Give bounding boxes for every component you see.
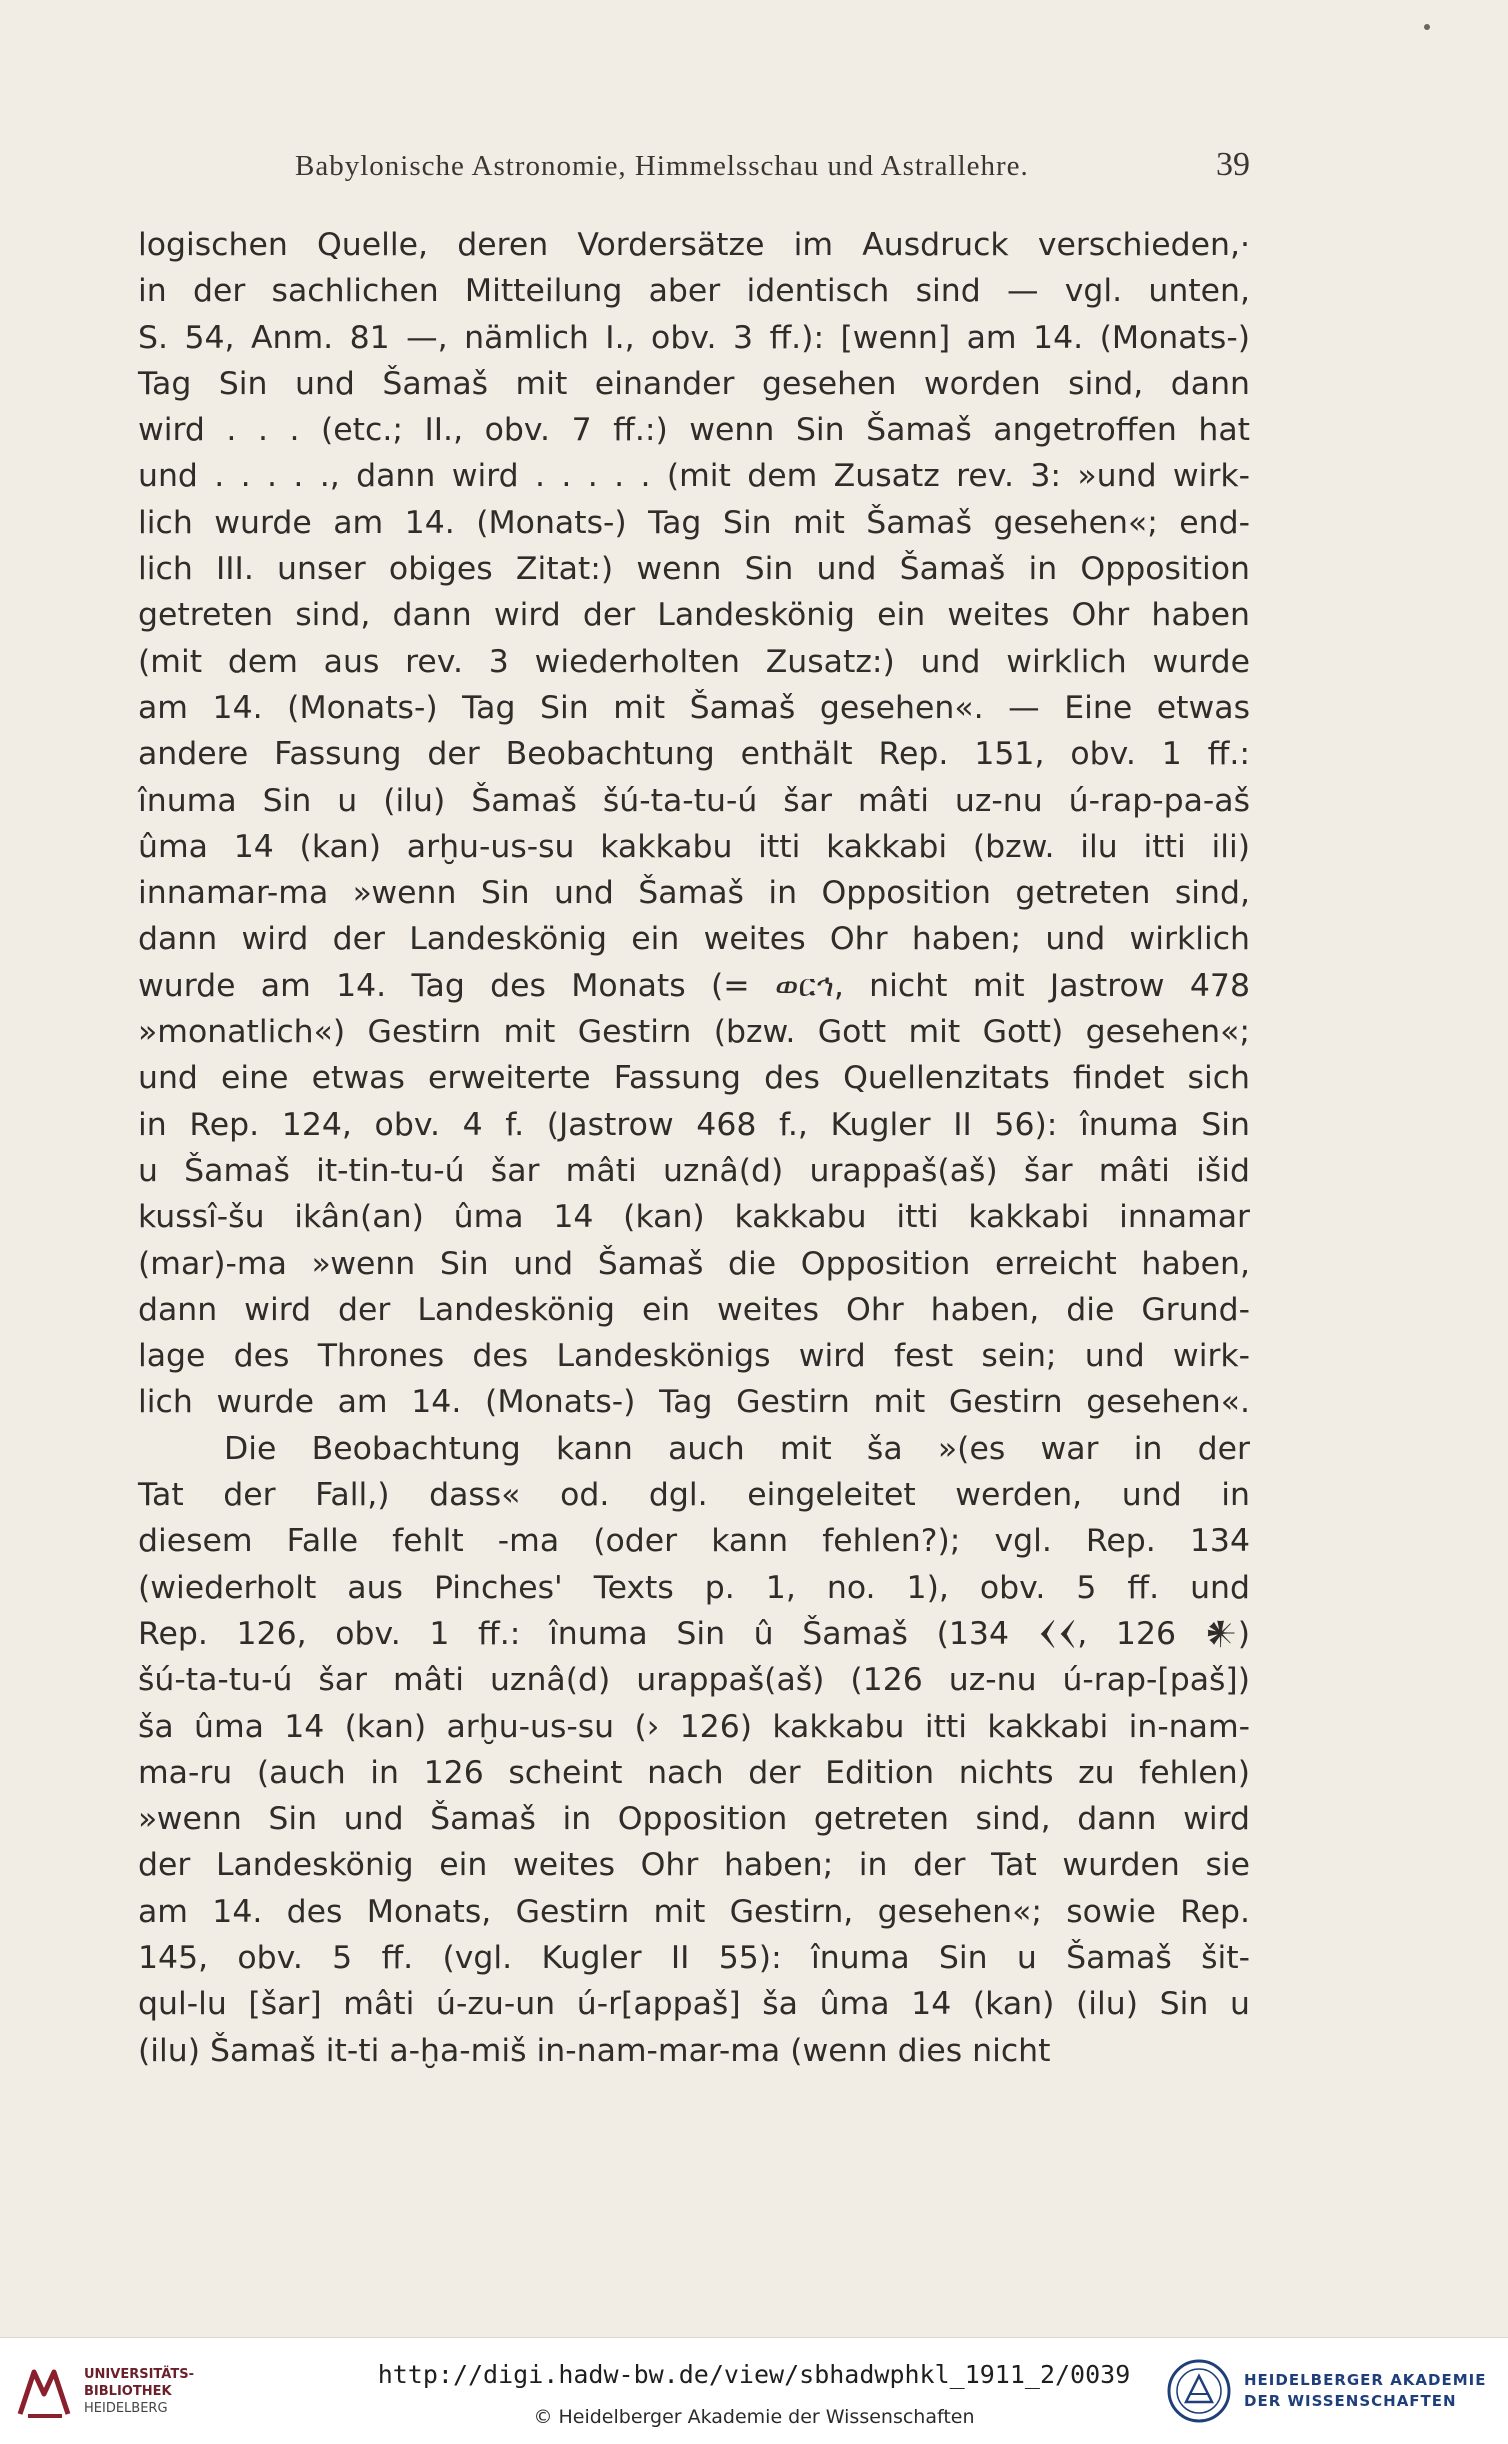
text-line: Die Beobachtung kann auch mit ša »(es war in der xyxy=(224,1430,1250,1467)
text-line: dann wird der Landeskönig ein weites Ohr haben; und wirklich xyxy=(138,921,1250,958)
text-line: wird . . . (etc.; II., obv. 7 ff.:) wenn Sin Šamaš angetroffen hat xyxy=(138,412,1250,449)
text-line: S. 54, Anm. 81 —, nämlich I., obv. 3 ff.): [wenn] am 14. (Monats-) xyxy=(138,319,1250,356)
text-line: in Rep. 124, obv. 4 f. (Jastrow 468 f., Kugler II 56): înuma Sin xyxy=(138,1106,1250,1143)
running-head-title: Babylonische Astronomie, Himmelsschau und Astrallehre. xyxy=(295,150,1029,182)
body-text xyxy=(138,222,1250,2074)
text-line: lich wurde am 14. (Monats-) Tag Sin mit Šamaš gesehen«; end- xyxy=(138,504,1250,541)
text-line: andere Fassung der Beobachtung enthält Rep. 151, obv. 1 ff.: xyxy=(138,736,1250,773)
page-number: 39 xyxy=(1216,146,1250,183)
text-line: qul-lu [šar] mâti ú-zu-un ú-r[appaš] ša ûma 14 (kan) (ilu) Sin u xyxy=(138,1986,1250,2023)
university-library-line-2: BIBLIOTHEK xyxy=(84,2384,172,2399)
text-line: innamar-ma »wenn Sin und Šamaš in Opposition getreten sind, xyxy=(138,875,1250,912)
text-line: înuma Sin u (ilu) Šamaš šú-ta-tu-ú šar mâti uz-nu ú-rap-pa-aš xyxy=(138,782,1250,819)
text-line: Tag Sin und Šamaš mit einander gesehen worden sind, dann xyxy=(138,365,1250,402)
text-line: kussî-šu ikân(an) ûma 14 (kan) kakkabu itti kakkabi innamar xyxy=(138,1199,1250,1236)
academy-seal-icon xyxy=(1166,2358,1232,2424)
text-line: »monatlich«) Gestirn mit Gestirn (bzw. Gott mit Gott) gesehen«; xyxy=(138,1014,1250,1051)
text-line: 145, obv. 5 ff. (vgl. Kugler II 55): înuma Sin u Šamaš šit- xyxy=(138,1939,1250,1976)
text-line: lich III. unser obiges Zitat:) wenn Sin und Šamaš in Opposition xyxy=(138,551,1250,588)
text-line: (mar)-ma »wenn Sin und Šamaš die Opposition erreicht haben, xyxy=(138,1245,1250,1282)
text-line: und . . . . ., dann wird . . . . . (mit dem Zusatz rev. 3: »und wirk- xyxy=(138,458,1250,495)
text-line: (ilu) Šamaš it-ti a-ḫa-miš in-nam-mar-ma (wenn dies nicht xyxy=(138,2032,1051,2069)
university-library-line-1: UNIVERSITÄTS- xyxy=(84,2367,194,2382)
text-line: »wenn Sin und Šamaš in Opposition getreten sind, dann wird xyxy=(138,1801,1250,1838)
footer-bar xyxy=(0,2337,1508,2444)
text-line: wurde am 14. Tag des Monats (= ወርኅ, nicht mit Jastrow 478 xyxy=(138,967,1250,1004)
text-line: šú-ta-tu-ú šar mâti uznâ(d) urappaš(aš) (126 uz-nu ú-rap-[paš]) xyxy=(138,1662,1250,1699)
text-line: der Landeskönig ein weites Ohr haben; in der Tat wurden sie xyxy=(138,1847,1250,1884)
academy-text xyxy=(1244,2370,1487,2412)
text-line: diesem Falle fehlt -ma (oder kann fehlen?); vgl. Rep. 134 xyxy=(138,1523,1250,1560)
running-head xyxy=(140,146,1250,194)
text-line: (mit dem aus rev. 3 wiederholten Zusatz:) und wirklich wurde xyxy=(138,643,1250,680)
text-line: getreten sind, dann wird der Landeskönig ein weites Ohr haben xyxy=(138,597,1250,634)
academy-line-1: HEIDELBERGER AKADEMIE xyxy=(1244,2371,1487,2389)
text-line: Rep. 126, obv. 1 ff.: înuma Sin û Šamaš (134 𒌋𒌋, 126 𒀭) xyxy=(138,1615,1250,1652)
text-line: logischen Quelle, deren Vordersätze im Ausdruck verschieden,· xyxy=(138,227,1250,263)
text-line: Tat der Fall,) dass« od. dgl. eingeleitet werden, und in xyxy=(138,1477,1250,1514)
copyright-notice: © Heidelberger Akademie der Wissenschaften xyxy=(533,2406,975,2428)
academy-line-2: DER WISSENSCHAFTEN xyxy=(1244,2392,1457,2410)
text-line: dann wird der Landeskönig ein weites Ohr haben, die Grund- xyxy=(138,1291,1250,1328)
text-line: und eine etwas erweiterte Fassung des Quellenzitats findet sich xyxy=(138,1060,1250,1097)
text-line: u Šamaš it-tin-tu-ú šar mâti uznâ(d) urappaš(aš) šar mâti išid xyxy=(138,1152,1250,1189)
text-line: in der sachlichen Mitteilung aber identisch sind — vgl. unten, xyxy=(138,273,1250,310)
permalink-url[interactable]: http://digi.hadw-bw.de/view/sbhadwphkl_1911_2/0039 xyxy=(377,2360,1131,2389)
speck xyxy=(1424,24,1430,30)
text-line: ša ûma 14 (kan) arḫu-us-su (› 126) kakkabu itti kakkabi in-nam- xyxy=(138,1708,1250,1745)
text-line: ma-ru (auch in 126 scheint nach der Edition nichts zu fehlen) xyxy=(138,1754,1250,1791)
text-line: am 14. des Monats, Gestirn mit Gestirn, gesehen«; sowie Rep. xyxy=(138,1893,1250,1930)
university-library-line-3: HEIDELBERG xyxy=(84,2401,168,2416)
text-line: lage des Thrones des Landeskönigs wird fest sein; und wirk- xyxy=(138,1338,1250,1375)
text-line: am 14. (Monats-) Tag Sin mit Šamaš gesehen«. — Eine etwas xyxy=(138,689,1250,726)
text-line: ûma 14 (kan) arḫu-us-su kakkabu itti kakkabi (bzw. ilu itti ili) xyxy=(138,828,1250,865)
text-line: (wiederholt aus Pinches' Texts p. 1, no. 1), obv. 5 ff. und xyxy=(138,1569,1250,1606)
text-line: lich wurde am 14. (Monats-) Tag Gestirn mit Gestirn gesehen«. xyxy=(138,1384,1250,1421)
academy-logo[interactable] xyxy=(1166,2356,1496,2426)
